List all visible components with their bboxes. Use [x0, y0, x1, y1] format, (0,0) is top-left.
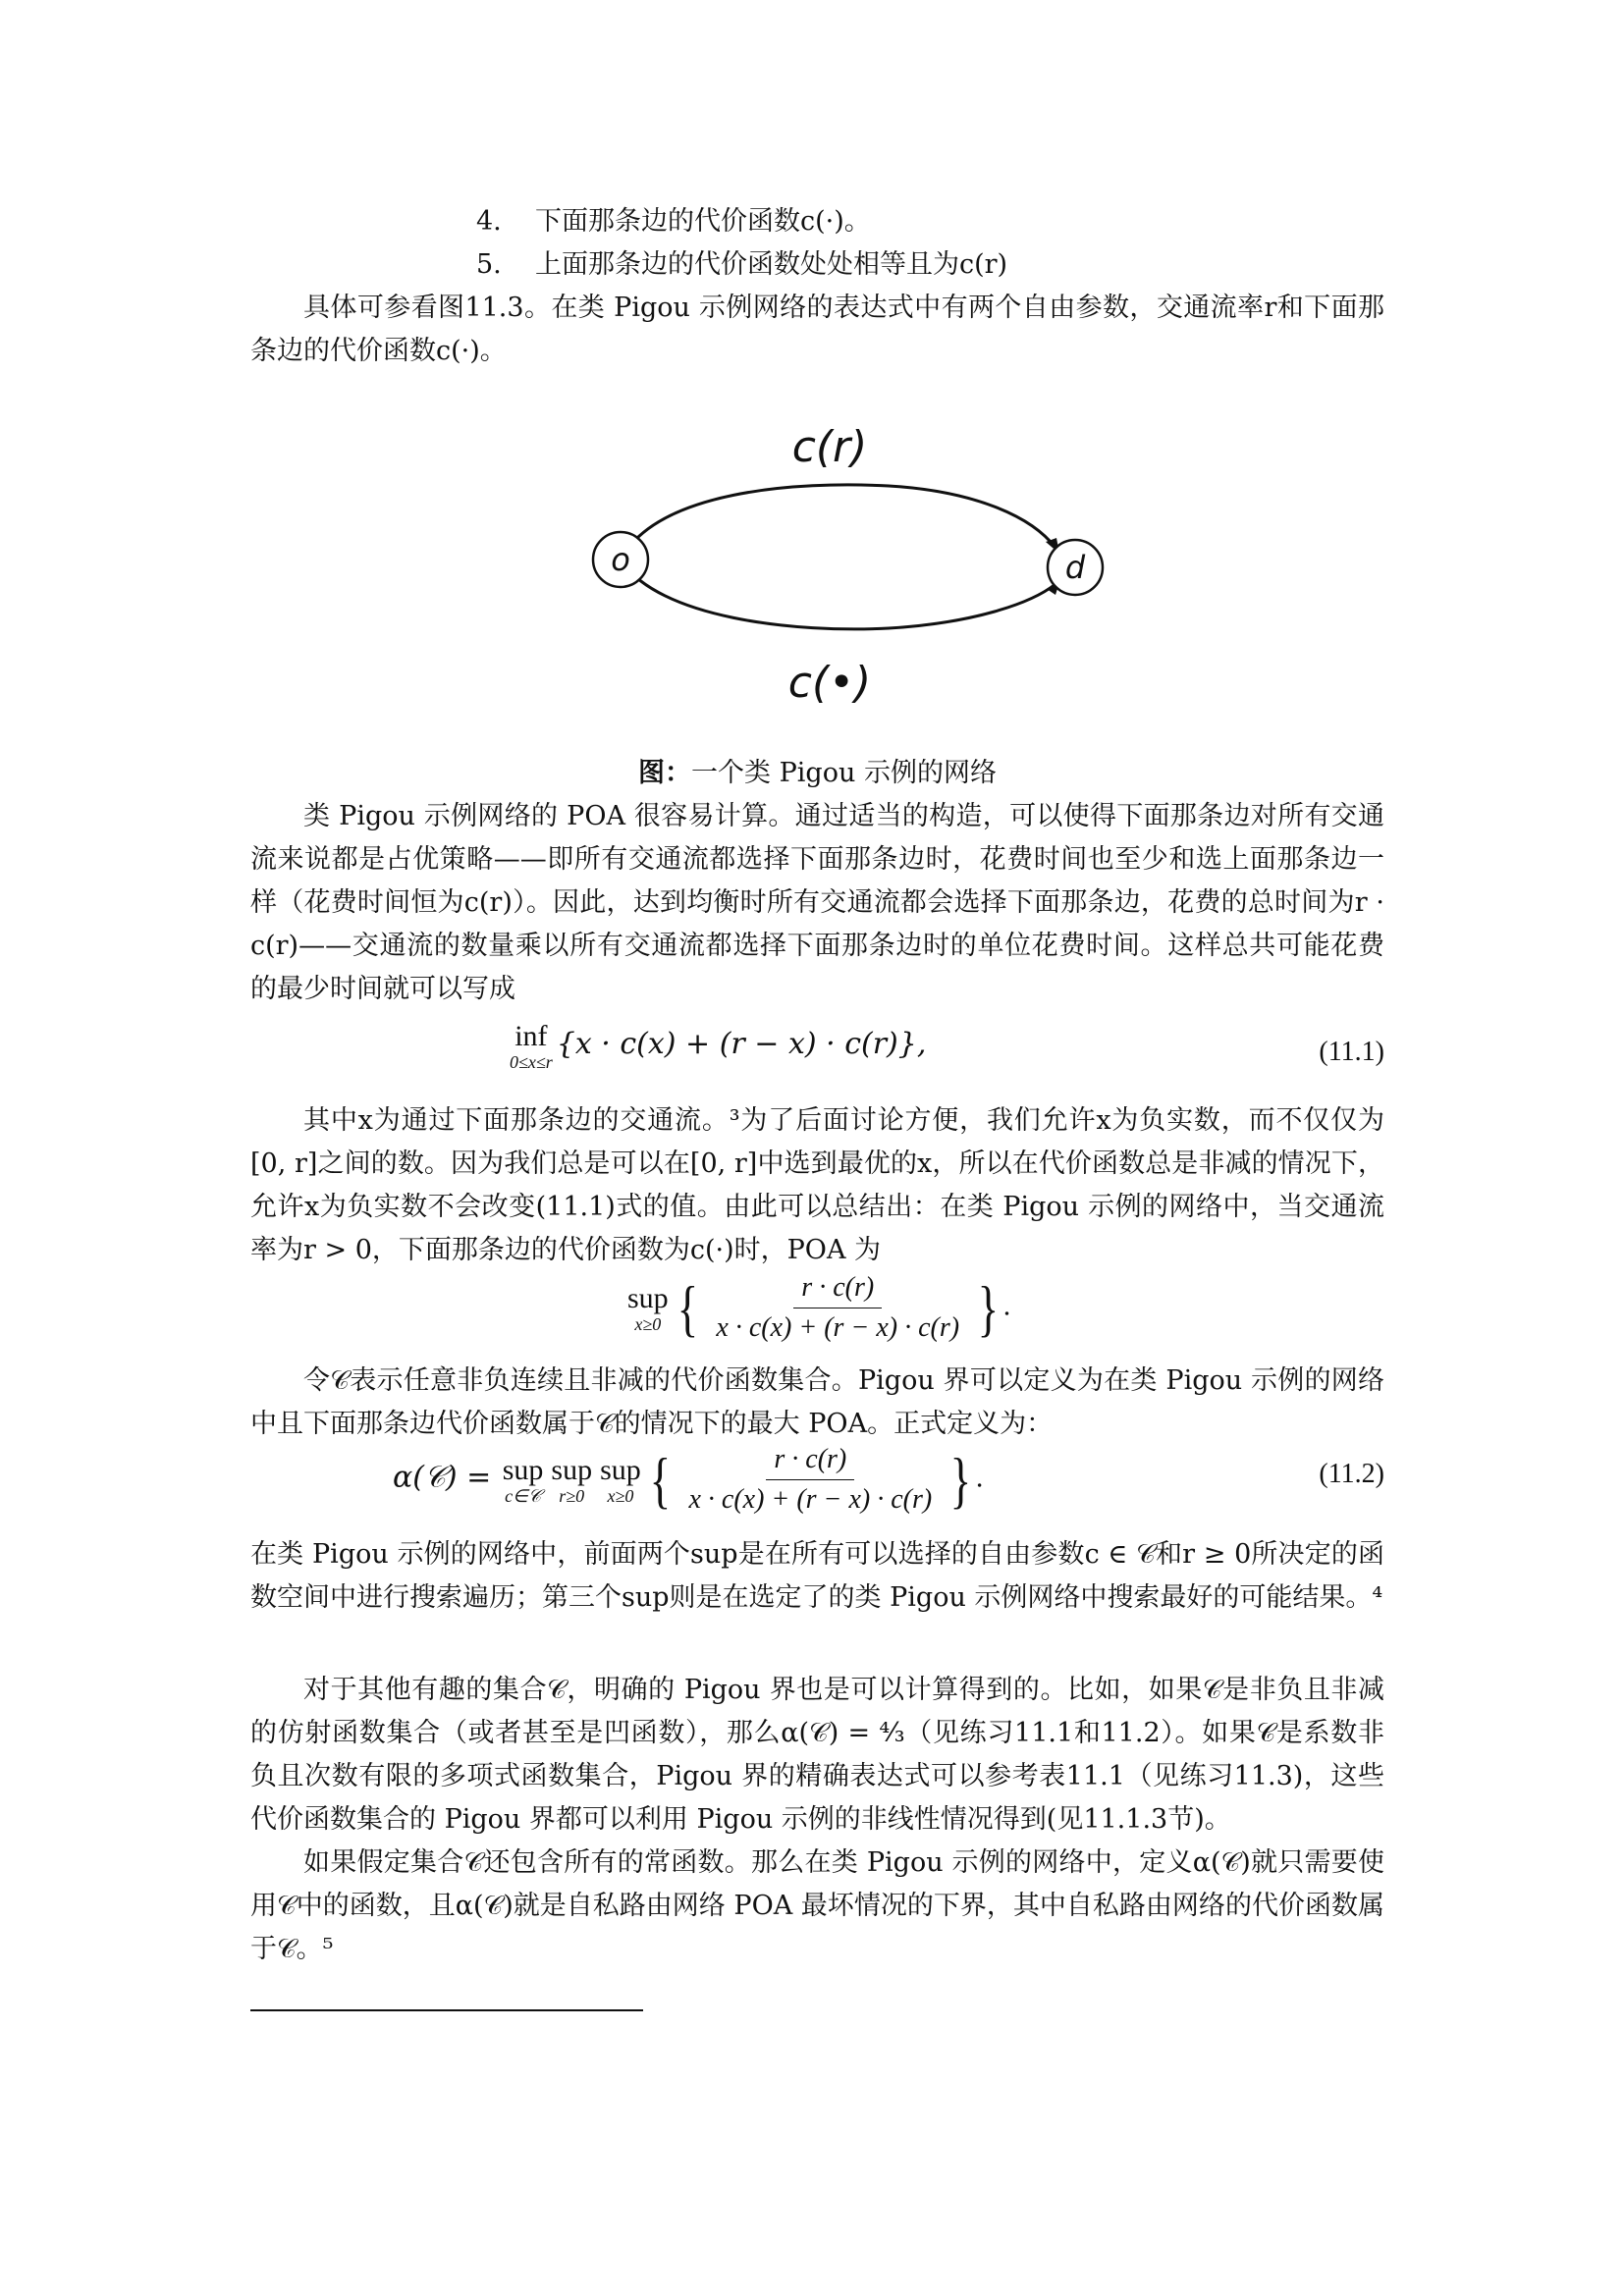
- paragraph-7: 如果假定集合𝒞还包含所有的常函数。那么在类 Pigou 示例的网络中，定义α(𝒞)就只需要使用𝒞中的函数，且α(𝒞)就是自私路由网络 POA 最坏情况的下界，其中自私路由网络的代价函数属于𝒞。⁵: [250, 1847, 1384, 1964]
- equation-number: (11.1): [1319, 1037, 1384, 1067]
- figure-caption: [250, 752, 1384, 795]
- list-number: 5.: [476, 249, 502, 280]
- equation-expression: {x · c(x) + (r − x) · c(r)},: [556, 1026, 927, 1061]
- paragraph-6: 对于其他有趣的集合𝒞，明确的 Pigou 界也是可以计算得到的。比如，如果𝒞是非负且非减的仿射函数集合（或者甚至是凹函数），那么α(𝒞) = ⁴⁄₃（见练习11.1和11.2）。如果𝒞是系数非负且次数有限的多项式函数集合，Pigou 界的精确表达式可以参考表11.1（见练习11.3)，这些代价函数集合的 Pigou 界都可以利用 Pigou 示例的非线性情况得到(见11.1.3节)。: [250, 1675, 1384, 1835]
- equation-body: α(𝒞) = sup c∈𝒞 sup r≥0 sup x≥0 { $\frac{r \cdot c(r)}{x \cdot c(x) + (r - x) \cdot c(r)}$ } .: [393, 1444, 984, 1515]
- paragraph-1: 具体可参看图11.3。在类 Pigou 示例网络的表达式中有两个自由参数，交通流率r和下面那条边的代价函数c(·)。: [250, 293, 1384, 366]
- pigou-network-figure: [550, 412, 1139, 726]
- list-item-4: [476, 200, 871, 243]
- caption-text: 一个类 Pigou 示例的网络: [691, 758, 997, 788]
- equation-body: [506, 1021, 926, 1072]
- equation-body: sup x≥0 { $\frac{r \cdot c(r)}{x \cdot c(x) + (r - x) \cdot c(r)}$ } .: [627, 1272, 1011, 1343]
- equation-lhs: α(𝒞) =: [393, 1460, 492, 1495]
- node-d-label: d: [1064, 549, 1086, 586]
- list-number: 4.: [476, 206, 502, 237]
- inf-operator: inf 0≤x≤r: [510, 1020, 553, 1072]
- caption-label: 图：: [638, 758, 692, 788]
- list-item-5: [476, 243, 1007, 287]
- paragraph-2: 类 Pigou 示例网络的 POA 很容易计算。通过适当的构造，可以使得下面那条边对所有交通流来说都是占优策略——即所有交通流都选择下面那条边时，花费时间也至少和选上面那条边一样（花费时间恒为c(r)）。因此，达到均衡时所有交通流都会选择下面那条边，花费的总时间为r · c(r)——交通流的数量乘以所有交通流都选择下面那条边时的单位花费时间。这样总共可能花费的最少时间就可以写成: [250, 801, 1384, 1004]
- bottom-edge: [621, 560, 1056, 629]
- sup-operator-c: sup c∈𝒞: [502, 1453, 544, 1506]
- top-edge-label: c(r): [791, 422, 868, 472]
- bottom-edge-label: c(•): [787, 658, 872, 708]
- list-text: 上面那条边的代价函数处处相等且为c(r): [535, 249, 1008, 280]
- list-text: 下面那条边的代价函数c(·)。: [535, 206, 871, 237]
- sup-operator-x: sup x≥0: [600, 1453, 641, 1506]
- paragraph-3: 其中x为通过下面那条边的交通流。³为了后面讨论方便，我们允许x为负实数，而不仅仅为[0, r]之间的数。因为我们总是可以在[0, r]中选到最优的x，所以在代价函数总是非减的情况下，允许x为负实数不会改变(11.1)式的值。由此可以总结出：在类 Pigou 示例的网络中，当交通流率为r > 0，下面那条边的代价函数为c(·)时，POA 为: [250, 1105, 1384, 1265]
- paragraph-5: 在类 Pigou 示例的网络中，前面两个sup是在所有可以选择的自由参数c ∈ 𝒞和r ≥ 0所决定的函数空间中进行搜索遍历；第三个sup则是在选定了的类 Pigou 示例网络中搜索最好的可能结果。⁴: [250, 1539, 1384, 1613]
- node-o-label: o: [611, 541, 630, 578]
- top-edge: [621, 485, 1056, 560]
- fraction: $\frac{r \cdot c(r)}{x \cdot c(x) + (r - x) \cdot c(r)}$: [688, 1444, 933, 1515]
- fraction: $\frac{r \cdot c(r)}{x \cdot c(x) + (r - x) \cdot c(r)}$: [716, 1272, 960, 1343]
- equation-11-2: [250, 1443, 1384, 1522]
- sup-operator-r: sup r≥0: [551, 1453, 593, 1506]
- equation-number: (11.2): [1319, 1459, 1384, 1489]
- paragraph-4: 令𝒞表示任意非负连续且非减的代价函数集合。Pigou 界可以定义为在类 Pigou 示例的网络中且下面那条边代价函数属于𝒞的情况下的最大 POA。正式定义为：: [250, 1365, 1384, 1439]
- equation-11-1: [250, 1021, 1384, 1090]
- footnote-rule: [250, 2009, 643, 2011]
- sup-operator: sup x≥0: [627, 1281, 669, 1334]
- equation-poa: [250, 1271, 1384, 1350]
